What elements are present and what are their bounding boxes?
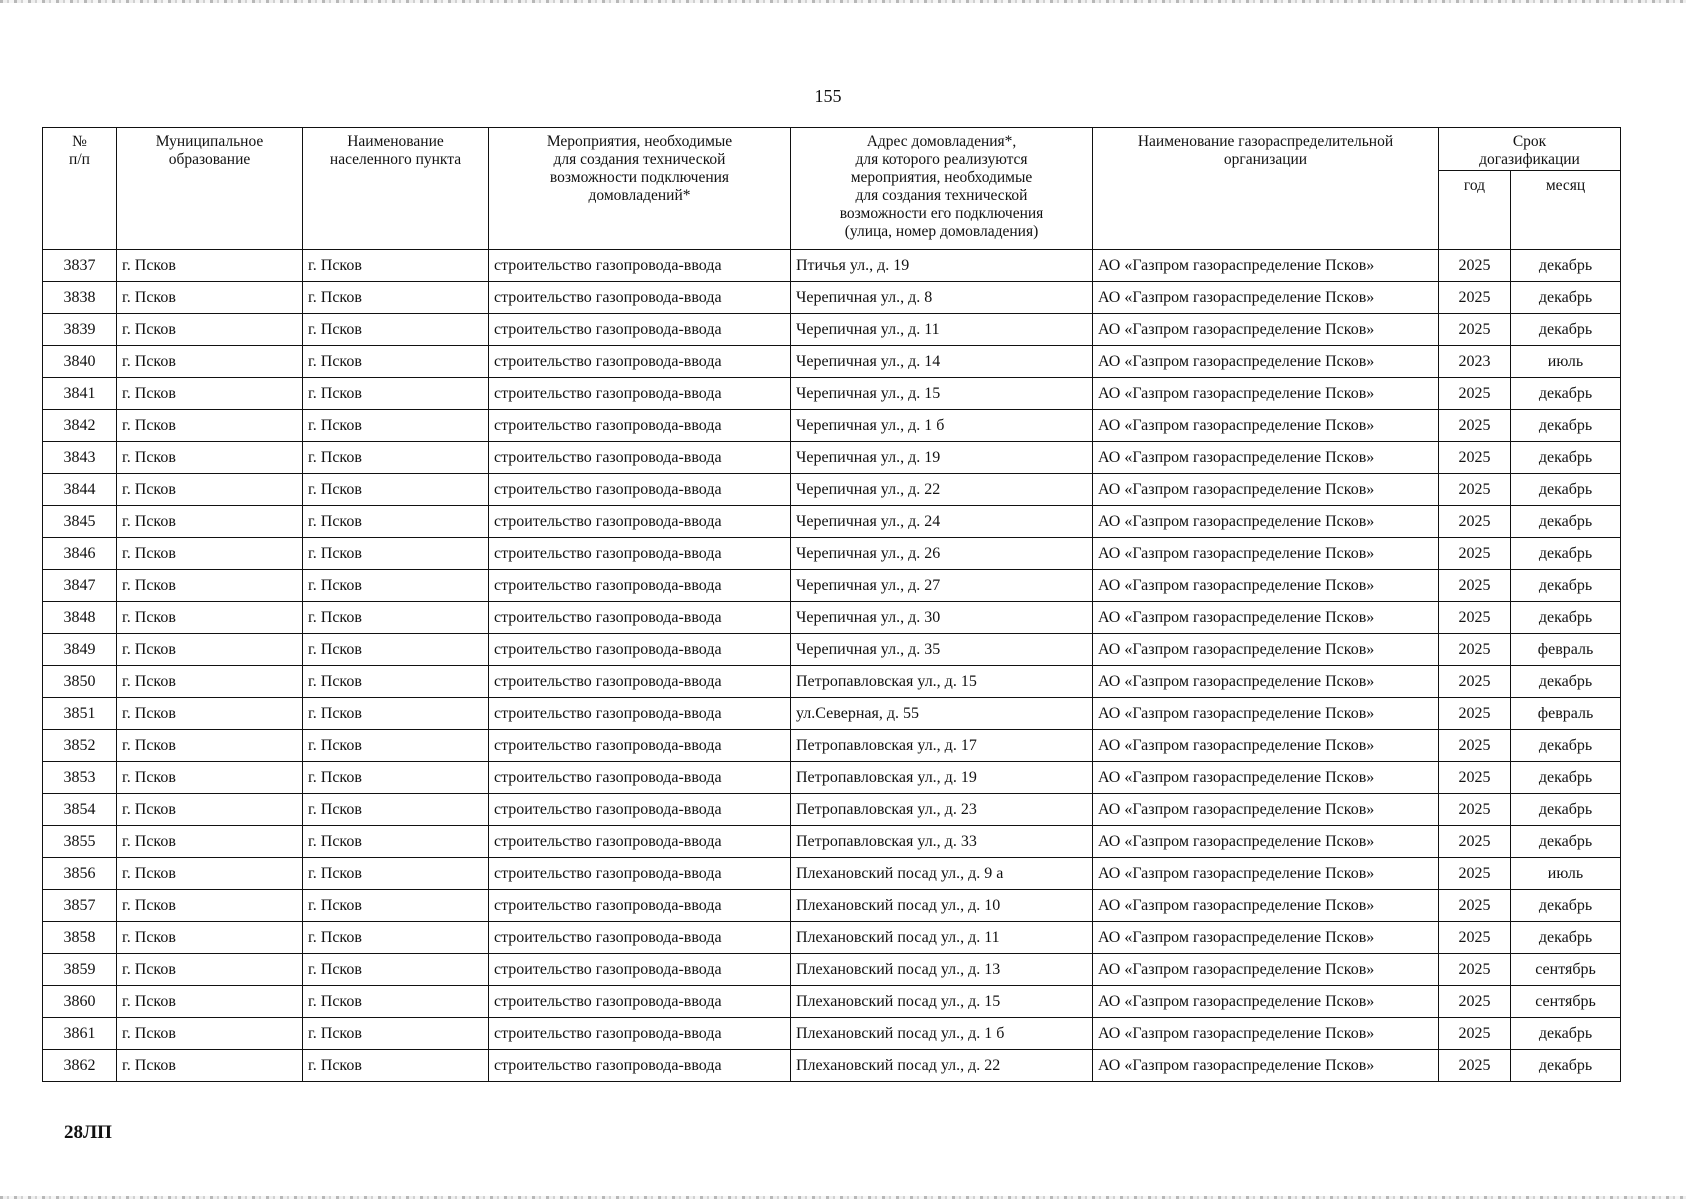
row-address: Плехановский посад ул., д. 22 [791, 1050, 1093, 1082]
row-num: 3841 [43, 378, 117, 410]
row-settlement: г. Псков [303, 954, 489, 986]
row-municipality: г. Псков [117, 346, 303, 378]
header-settlement-label: Наименование населенного пункта [329, 133, 462, 168]
row-organization: АО «Газпром газораспределение Псков» [1093, 666, 1439, 698]
row-year: 2025 [1439, 954, 1511, 986]
row-num: 3855 [43, 826, 117, 858]
row-month: декабрь [1511, 666, 1621, 698]
header-settlement [303, 128, 489, 250]
row-address: Черепичная ул., д. 14 [791, 346, 1093, 378]
row-year: 2025 [1439, 410, 1511, 442]
row-num: 3853 [43, 762, 117, 794]
row-month: декабрь [1511, 730, 1621, 762]
table-row [43, 378, 1621, 410]
row-year: 2025 [1439, 634, 1511, 666]
row-settlement: г. Псков [303, 986, 489, 1018]
row-measure: строительство газопровода-ввода [489, 314, 791, 346]
table-row [43, 1050, 1621, 1082]
table-row [43, 410, 1621, 442]
row-municipality: г. Псков [117, 762, 303, 794]
row-settlement: г. Псков [303, 858, 489, 890]
row-address: Черепичная ул., д. 26 [791, 538, 1093, 570]
row-settlement: г. Псков [303, 730, 489, 762]
table-row [43, 1018, 1621, 1050]
scan-edge-bottom [0, 1196, 1686, 1199]
row-municipality: г. Псков [117, 794, 303, 826]
row-num: 3837 [43, 250, 117, 282]
row-municipality: г. Псков [117, 602, 303, 634]
table-row [43, 826, 1621, 858]
row-year: 2025 [1439, 570, 1511, 602]
row-measure: строительство газопровода-ввода [489, 666, 791, 698]
row-organization: АО «Газпром газораспределение Псков» [1093, 474, 1439, 506]
row-measure: строительство газопровода-ввода [489, 954, 791, 986]
row-address: Плехановский посад ул., д. 9 а [791, 858, 1093, 890]
row-num: 3856 [43, 858, 117, 890]
row-measure: строительство газопровода-ввода [489, 1018, 791, 1050]
row-municipality: г. Псков [117, 442, 303, 474]
table-row [43, 666, 1621, 698]
row-organization: АО «Газпром газораспределение Псков» [1093, 698, 1439, 730]
row-settlement: г. Псков [303, 538, 489, 570]
row-num: 3850 [43, 666, 117, 698]
table-row [43, 634, 1621, 666]
row-address: Черепичная ул., д. 11 [791, 314, 1093, 346]
row-month: декабрь [1511, 1050, 1621, 1082]
table-row [43, 314, 1621, 346]
row-measure: строительство газопровода-ввода [489, 378, 791, 410]
row-address: Петропавловская ул., д. 19 [791, 762, 1093, 794]
row-municipality: г. Псков [117, 826, 303, 858]
header-organization [1093, 128, 1439, 250]
row-address: Черепичная ул., д. 15 [791, 378, 1093, 410]
row-municipality: г. Псков [117, 538, 303, 570]
row-organization: АО «Газпром газораспределение Псков» [1093, 442, 1439, 474]
row-month: декабрь [1511, 826, 1621, 858]
row-municipality: г. Псков [117, 954, 303, 986]
row-num: 3852 [43, 730, 117, 762]
row-year: 2025 [1439, 538, 1511, 570]
row-settlement: г. Псков [303, 602, 489, 634]
row-address: Плехановский посад ул., д. 1 б [791, 1018, 1093, 1050]
scan-edge-top [0, 0, 1686, 3]
header-month: месяц [1511, 171, 1621, 250]
row-month: декабрь [1511, 442, 1621, 474]
row-num: 3839 [43, 314, 117, 346]
row-month: декабрь [1511, 410, 1621, 442]
row-measure: строительство газопровода-ввода [489, 538, 791, 570]
row-settlement: г. Псков [303, 378, 489, 410]
row-settlement: г. Псков [303, 666, 489, 698]
row-settlement: г. Псков [303, 1050, 489, 1082]
row-organization: АО «Газпром газораспределение Псков» [1093, 314, 1439, 346]
row-year: 2025 [1439, 602, 1511, 634]
row-month: декабрь [1511, 282, 1621, 314]
header-num [43, 128, 117, 250]
row-measure: строительство газопровода-ввода [489, 410, 791, 442]
table-row [43, 794, 1621, 826]
row-organization: АО «Газпром газораспределение Псков» [1093, 794, 1439, 826]
row-month: декабрь [1511, 602, 1621, 634]
row-municipality: г. Псков [117, 986, 303, 1018]
row-year: 2025 [1439, 474, 1511, 506]
row-measure: строительство газопровода-ввода [489, 794, 791, 826]
row-settlement: г. Псков [303, 890, 489, 922]
row-num: 3848 [43, 602, 117, 634]
row-measure: строительство газопровода-ввода [489, 890, 791, 922]
row-num: 3846 [43, 538, 117, 570]
registry-table-wrap [42, 127, 1620, 1082]
row-organization: АО «Газпром газораспределение Псков» [1093, 506, 1439, 538]
row-address: Черепичная ул., д. 1 б [791, 410, 1093, 442]
row-month: декабрь [1511, 250, 1621, 282]
row-num: 3861 [43, 1018, 117, 1050]
row-num: 3847 [43, 570, 117, 602]
header-deadline [1439, 128, 1621, 171]
table-body [43, 250, 1621, 1082]
row-num: 3844 [43, 474, 117, 506]
row-year: 2025 [1439, 1050, 1511, 1082]
row-month: декабрь [1511, 794, 1621, 826]
row-settlement: г. Псков [303, 922, 489, 954]
row-organization: АО «Газпром газораспределение Псков» [1093, 538, 1439, 570]
row-num: 3849 [43, 634, 117, 666]
row-settlement: г. Псков [303, 506, 489, 538]
row-month: февраль [1511, 634, 1621, 666]
row-measure: строительство газопровода-ввода [489, 442, 791, 474]
row-month: декабрь [1511, 378, 1621, 410]
row-year: 2025 [1439, 922, 1511, 954]
header-deadline-label: Срок догазификации [1479, 133, 1580, 168]
row-address: Черепичная ул., д. 30 [791, 602, 1093, 634]
row-municipality: г. Псков [117, 378, 303, 410]
row-settlement: г. Псков [303, 634, 489, 666]
row-num: 3842 [43, 410, 117, 442]
row-organization: АО «Газпром газораспределение Псков» [1093, 1018, 1439, 1050]
row-measure: строительство газопровода-ввода [489, 762, 791, 794]
row-measure: строительство газопровода-ввода [489, 698, 791, 730]
row-organization: АО «Газпром газораспределение Псков» [1093, 1050, 1439, 1082]
row-num: 3838 [43, 282, 117, 314]
row-settlement: г. Псков [303, 474, 489, 506]
row-address: Плехановский посад ул., д. 13 [791, 954, 1093, 986]
row-organization: АО «Газпром газораспределение Псков» [1093, 986, 1439, 1018]
row-municipality: г. Псков [117, 634, 303, 666]
row-municipality: г. Псков [117, 314, 303, 346]
row-municipality: г. Псков [117, 250, 303, 282]
row-measure: строительство газопровода-ввода [489, 858, 791, 890]
row-month: декабрь [1511, 1018, 1621, 1050]
row-month: декабрь [1511, 922, 1621, 954]
row-address: Черепичная ул., д. 19 [791, 442, 1093, 474]
row-organization: АО «Газпром газораспределение Псков» [1093, 922, 1439, 954]
row-settlement: г. Псков [303, 698, 489, 730]
row-year: 2025 [1439, 506, 1511, 538]
row-municipality: г. Псков [117, 506, 303, 538]
row-organization: АО «Газпром газораспределение Псков» [1093, 826, 1439, 858]
table-row [43, 538, 1621, 570]
row-address: Петропавловская ул., д. 33 [791, 826, 1093, 858]
row-settlement: г. Псков [303, 762, 489, 794]
row-municipality: г. Псков [117, 1018, 303, 1050]
row-measure: строительство газопровода-ввода [489, 922, 791, 954]
row-measure: строительство газопровода-ввода [489, 1050, 791, 1082]
row-organization: АО «Газпром газораспределение Псков» [1093, 602, 1439, 634]
row-measure: строительство газопровода-ввода [489, 986, 791, 1018]
row-municipality: г. Псков [117, 858, 303, 890]
row-municipality: г. Псков [117, 410, 303, 442]
row-municipality: г. Псков [117, 698, 303, 730]
table-row [43, 730, 1621, 762]
row-organization: АО «Газпром газораспределение Псков» [1093, 858, 1439, 890]
row-settlement: г. Псков [303, 1018, 489, 1050]
row-municipality: г. Псков [117, 922, 303, 954]
row-month: сентябрь [1511, 986, 1621, 1018]
row-measure: строительство газопровода-ввода [489, 634, 791, 666]
row-address: Черепичная ул., д. 24 [791, 506, 1093, 538]
row-address: Черепичная ул., д. 8 [791, 282, 1093, 314]
header-address [791, 128, 1093, 250]
row-settlement: г. Псков [303, 250, 489, 282]
table-row [43, 602, 1621, 634]
row-municipality: г. Псков [117, 666, 303, 698]
row-num: 3859 [43, 954, 117, 986]
row-year: 2025 [1439, 730, 1511, 762]
row-measure: строительство газопровода-ввода [489, 474, 791, 506]
header-year: год [1439, 171, 1511, 250]
row-year: 2025 [1439, 986, 1511, 1018]
row-year: 2025 [1439, 826, 1511, 858]
row-address: Черепичная ул., д. 22 [791, 474, 1093, 506]
row-settlement: г. Псков [303, 410, 489, 442]
header-municipality [117, 128, 303, 250]
table-row [43, 698, 1621, 730]
row-year: 2025 [1439, 250, 1511, 282]
row-settlement: г. Псков [303, 346, 489, 378]
row-address: Плехановский посад ул., д. 15 [791, 986, 1093, 1018]
row-num: 3862 [43, 1050, 117, 1082]
row-organization: АО «Газпром газораспределение Псков» [1093, 410, 1439, 442]
row-address: Птичья ул., д. 19 [791, 250, 1093, 282]
row-municipality: г. Псков [117, 570, 303, 602]
row-num: 3845 [43, 506, 117, 538]
row-year: 2025 [1439, 858, 1511, 890]
row-organization: АО «Газпром газораспределение Псков» [1093, 634, 1439, 666]
row-measure: строительство газопровода-ввода [489, 730, 791, 762]
row-organization: АО «Газпром газораспределение Псков» [1093, 570, 1439, 602]
row-year: 2025 [1439, 378, 1511, 410]
row-measure: строительство газопровода-ввода [489, 602, 791, 634]
row-month: февраль [1511, 698, 1621, 730]
table-row [43, 442, 1621, 474]
header-municipality-label: Муниципальное образование [155, 133, 264, 168]
table-row [43, 250, 1621, 282]
row-month: сентябрь [1511, 954, 1621, 986]
row-address: Черепичная ул., д. 35 [791, 634, 1093, 666]
row-settlement: г. Псков [303, 314, 489, 346]
row-measure: строительство газопровода-ввода [489, 826, 791, 858]
row-municipality: г. Псков [117, 1050, 303, 1082]
row-measure: строительство газопровода-ввода [489, 250, 791, 282]
row-num: 3851 [43, 698, 117, 730]
table-row [43, 570, 1621, 602]
row-organization: АО «Газпром газораспределение Псков» [1093, 890, 1439, 922]
row-year: 2025 [1439, 282, 1511, 314]
row-year: 2023 [1439, 346, 1511, 378]
table-row [43, 858, 1621, 890]
row-year: 2025 [1439, 442, 1511, 474]
row-month: июль [1511, 858, 1621, 890]
row-num: 3840 [43, 346, 117, 378]
table-row [43, 986, 1621, 1018]
table-row [43, 474, 1621, 506]
row-organization: АО «Газпром газораспределение Псков» [1093, 730, 1439, 762]
table-row [43, 890, 1621, 922]
row-organization: АО «Газпром газораспределение Псков» [1093, 250, 1439, 282]
row-address: Плехановский посад ул., д. 11 [791, 922, 1093, 954]
row-month: декабрь [1511, 474, 1621, 506]
row-municipality: г. Псков [117, 890, 303, 922]
row-settlement: г. Псков [303, 826, 489, 858]
row-settlement: г. Псков [303, 442, 489, 474]
table-row [43, 954, 1621, 986]
row-num: 3858 [43, 922, 117, 954]
row-month: июль [1511, 346, 1621, 378]
row-address: Петропавловская ул., д. 23 [791, 794, 1093, 826]
header-address-label: Адрес домовладения*, для которого реализуются мероприятия, необходимые для создания технической возможности его подключения (улица, номер домовладения) [839, 133, 1044, 240]
header-num-label: № п/п [69, 133, 90, 168]
row-num: 3857 [43, 890, 117, 922]
row-year: 2025 [1439, 794, 1511, 826]
row-measure: строительство газопровода-ввода [489, 570, 791, 602]
row-address: ул.Северная, д. 55 [791, 698, 1093, 730]
row-address: Плехановский посад ул., д. 10 [791, 890, 1093, 922]
row-month: декабрь [1511, 762, 1621, 794]
row-num: 3843 [43, 442, 117, 474]
row-settlement: г. Псков [303, 282, 489, 314]
row-month: декабрь [1511, 538, 1621, 570]
row-municipality: г. Псков [117, 282, 303, 314]
header-organization-label: Наименование газораспределительной организации [1137, 133, 1394, 168]
row-address: Петропавловская ул., д. 15 [791, 666, 1093, 698]
row-year: 2025 [1439, 890, 1511, 922]
row-year: 2025 [1439, 698, 1511, 730]
row-year: 2025 [1439, 762, 1511, 794]
row-organization: АО «Газпром газораспределение Псков» [1093, 282, 1439, 314]
row-year: 2025 [1439, 1018, 1511, 1050]
row-settlement: г. Псков [303, 794, 489, 826]
row-organization: АО «Газпром газораспределение Псков» [1093, 346, 1439, 378]
row-municipality: г. Псков [117, 730, 303, 762]
row-measure: строительство газопровода-ввода [489, 506, 791, 538]
header-measures [489, 128, 791, 250]
row-measure: строительство газопровода-ввода [489, 346, 791, 378]
row-measure: строительство газопровода-ввода [489, 282, 791, 314]
row-municipality: г. Псков [117, 474, 303, 506]
row-address: Черепичная ул., д. 27 [791, 570, 1093, 602]
row-organization: АО «Газпром газораспределение Псков» [1093, 378, 1439, 410]
footer-code: 28ЛП [64, 1122, 112, 1143]
row-month: декабрь [1511, 314, 1621, 346]
header-measures-label: Мероприятия, необходимые для создания технической возможности подключения домовладений* [546, 133, 733, 204]
table-row [43, 922, 1621, 954]
row-organization: АО «Газпром газораспределение Псков» [1093, 762, 1439, 794]
row-year: 2025 [1439, 314, 1511, 346]
row-settlement: г. Псков [303, 570, 489, 602]
row-organization: АО «Газпром газораспределение Псков» [1093, 954, 1439, 986]
row-month: декабрь [1511, 506, 1621, 538]
table-row [43, 506, 1621, 538]
registry-table [42, 127, 1621, 1082]
row-num: 3854 [43, 794, 117, 826]
table-row [43, 346, 1621, 378]
table-row [43, 762, 1621, 794]
row-year: 2025 [1439, 666, 1511, 698]
row-num: 3860 [43, 986, 117, 1018]
page-number: 155 [814, 86, 842, 106]
table-row [43, 282, 1621, 314]
row-address: Петропавловская ул., д. 17 [791, 730, 1093, 762]
row-month: декабрь [1511, 570, 1621, 602]
row-month: декабрь [1511, 890, 1621, 922]
